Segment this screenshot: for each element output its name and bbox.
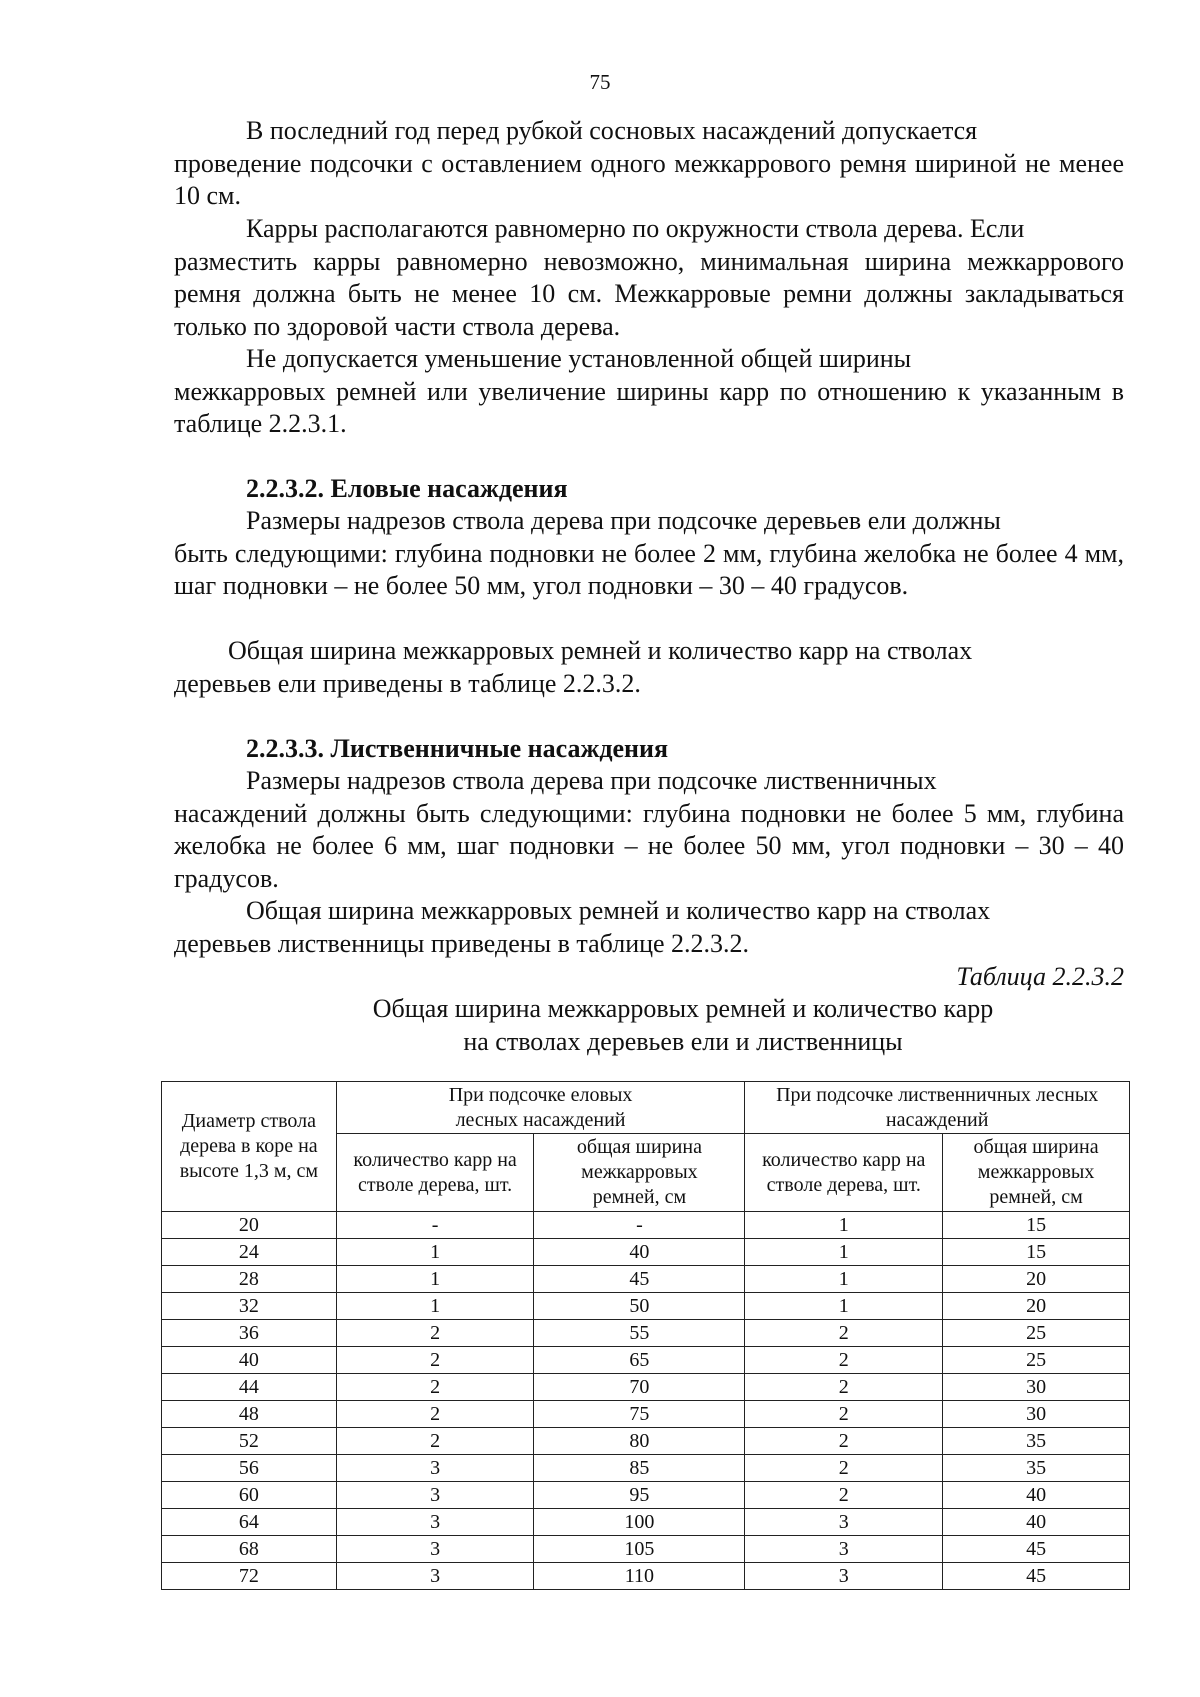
- section-heading-larch: 2.2.3.3. Лиственничные насаждения: [246, 734, 669, 763]
- spruce-paragraph-2-rest: деревьев ели приведены в таблице 2.2.3.2.: [174, 668, 641, 698]
- spruce-paragraph-2: [174, 635, 1124, 700]
- table-cell: 3: [336, 1536, 534, 1563]
- table-cell: 48: [162, 1401, 337, 1428]
- header-larch-width: общая ширина межкарровых ремней, см: [943, 1134, 1130, 1212]
- table-cell: 40: [943, 1509, 1130, 1536]
- table-cell: 2: [745, 1347, 943, 1374]
- table-cell: 2: [336, 1374, 534, 1401]
- larch-paragraph-1-rest: насаждений должны быть следующими: глубина подновки не более 5 мм, глубина желобка не более 6 мм, шаг подновки – не более 50 мм, угол подновки – 30 – 40 градусов.: [174, 798, 1124, 893]
- header-spruce-count: количество карр на стволе дерева, шт.: [336, 1134, 534, 1212]
- table-cell: 45: [943, 1536, 1130, 1563]
- table-cell: 2: [745, 1401, 943, 1428]
- table-cell: 25: [943, 1347, 1130, 1374]
- table-cell: 30: [943, 1401, 1130, 1428]
- table-cell: 3: [745, 1563, 943, 1590]
- table-cell: 75: [534, 1401, 745, 1428]
- table-row: [162, 1401, 1130, 1428]
- table-row: [162, 1509, 1130, 1536]
- table-cell: 2: [745, 1455, 943, 1482]
- table-cell: 80: [534, 1428, 745, 1455]
- table-cell: 95: [534, 1482, 745, 1509]
- table-cell: 1: [745, 1266, 943, 1293]
- table-body: [162, 1212, 1130, 1590]
- table-cell: 3: [336, 1482, 534, 1509]
- larch-paragraph-1: [174, 765, 1124, 895]
- table-cell: 1: [745, 1239, 943, 1266]
- spruce-paragraph-1: [174, 505, 1124, 603]
- table-cell: 35: [943, 1428, 1130, 1455]
- table-caption: Таблица 2.2.3.2: [956, 962, 1124, 991]
- table-cell: 3: [745, 1536, 943, 1563]
- table-row: [162, 1536, 1130, 1563]
- table-cell: 2: [745, 1374, 943, 1401]
- paragraph-1-rest: проведение подсочки с оставлением одного межкаррового ремня шириной не менее 10 см.: [174, 148, 1124, 210]
- table-title-line-1: Общая ширина межкарровых ремней и количество карр: [372, 994, 994, 1023]
- larch-paragraph-1-first-line: Размеры надрезов ствола дерева при подсочке лиственничных: [246, 766, 937, 795]
- table-cell: 35: [943, 1455, 1130, 1482]
- paragraph-2: [174, 213, 1124, 343]
- table-cell: 2: [336, 1347, 534, 1374]
- table-cell: 2: [336, 1428, 534, 1455]
- table-row: [162, 1293, 1130, 1320]
- table-cell: 1: [336, 1266, 534, 1293]
- section-heading-spruce: 2.2.3.2. Еловые насаждения: [246, 474, 568, 503]
- table-cell: 2: [745, 1428, 943, 1455]
- table-cell: 2: [745, 1320, 943, 1347]
- spruce-paragraph-1-rest: быть следующими: глубина подновки не более 2 мм, глубина желобка не более 4 мм, шаг подновки – не более 50 мм, угол подновки – 30 – 40 градусов.: [174, 538, 1124, 600]
- table-cell: 44: [162, 1374, 337, 1401]
- paragraph-2-first-line: Карры располагаются равномерно по окружности ствола дерева. Если: [246, 214, 1025, 243]
- table-row: [162, 1320, 1130, 1347]
- table-cell: 28: [162, 1266, 337, 1293]
- table-row: [162, 1266, 1130, 1293]
- larch-paragraph-2: [174, 895, 1124, 960]
- table-cell: 3: [336, 1509, 534, 1536]
- paragraph-3: [174, 343, 1124, 441]
- table-cell: 52: [162, 1428, 337, 1455]
- table-row: [162, 1482, 1130, 1509]
- paragraph-3-rest: межкарровых ремней или увеличение ширины карр по отношению к указанным в таблице 2.2.3.1.: [174, 376, 1124, 438]
- table-cell: 2: [336, 1401, 534, 1428]
- header-larch-group: При подсочке лиственничных лесных насаждений: [745, 1082, 1130, 1134]
- table-cell: 40: [534, 1239, 745, 1266]
- larch-paragraph-2-first-line: Общая ширина межкарровых ремней и количество карр на стволах: [246, 896, 991, 925]
- table-cell: 36: [162, 1320, 337, 1347]
- table-cell: 24: [162, 1239, 337, 1266]
- table-cell: -: [534, 1212, 745, 1239]
- table-cell: 100: [534, 1509, 745, 1536]
- table-cell: 15: [943, 1239, 1130, 1266]
- table-cell: 45: [943, 1563, 1130, 1590]
- table-cell: 2: [745, 1482, 943, 1509]
- table-cell: 85: [534, 1455, 745, 1482]
- header-diameter: Диаметр ствола дерева в коре на высоте 1,3 м, см: [162, 1082, 337, 1212]
- table-cell: 70: [534, 1374, 745, 1401]
- table-cell: 40: [943, 1482, 1130, 1509]
- table-cell: 3: [745, 1509, 943, 1536]
- table-cell: 2: [336, 1320, 534, 1347]
- table-cell: 3: [336, 1455, 534, 1482]
- table-cell: 1: [745, 1212, 943, 1239]
- table-cell: 20: [943, 1266, 1130, 1293]
- table-cell: 25: [943, 1320, 1130, 1347]
- table-cell: 105: [534, 1536, 745, 1563]
- table-cell: 20: [162, 1212, 337, 1239]
- table-row: [162, 1374, 1130, 1401]
- table-cell: 15: [943, 1212, 1130, 1239]
- table-cell: 30: [943, 1374, 1130, 1401]
- table-cell: 56: [162, 1455, 337, 1482]
- page-number: 75: [589, 70, 611, 94]
- data-table: [161, 1081, 1130, 1590]
- table-cell: 1: [336, 1239, 534, 1266]
- table-cell: 55: [534, 1320, 745, 1347]
- table-cell: 110: [534, 1563, 745, 1590]
- table-cell: 20: [943, 1293, 1130, 1320]
- table-row: [162, 1212, 1130, 1239]
- paragraph-2-rest: разместить карры равномерно невозможно, минимальная ширина межкаррового ремня должна быть не менее 10 см. Межкарровые ремни должны закладываться только по здоровой части ствола дерева.: [174, 246, 1124, 341]
- table-row: [162, 1239, 1130, 1266]
- table-cell: 64: [162, 1509, 337, 1536]
- paragraph-1: [174, 115, 1124, 213]
- table-cell: -: [336, 1212, 534, 1239]
- table-cell: 50: [534, 1293, 745, 1320]
- table-row: [162, 1563, 1130, 1590]
- table-title-line-2: на стволах деревьев ели и лиственницы: [463, 1027, 903, 1056]
- spruce-paragraph-2-first-line: Общая ширина межкарровых ремней и количество карр на стволах: [228, 636, 973, 665]
- table-cell: 1: [745, 1293, 943, 1320]
- table-row: [162, 1347, 1130, 1374]
- table-cell: 3: [336, 1563, 534, 1590]
- table-cell: 45: [534, 1266, 745, 1293]
- table-cell: 65: [534, 1347, 745, 1374]
- table-row: [162, 1428, 1130, 1455]
- table-cell: 68: [162, 1536, 337, 1563]
- spruce-paragraph-1-first-line: Размеры надрезов ствола дерева при подсочке деревьев ели должны: [246, 506, 1001, 535]
- header-spruce-group: При подсочке еловых лесных насаждений: [336, 1082, 745, 1134]
- paragraph-3-first-line: Не допускается уменьшение установленной общей ширины: [246, 344, 912, 373]
- table-cell: 60: [162, 1482, 337, 1509]
- table-cell: 40: [162, 1347, 337, 1374]
- table-row: [162, 1455, 1130, 1482]
- header-spruce-width: общая ширина межкарровых ремней, см: [534, 1134, 745, 1212]
- paragraph-1-first-line: В последний год перед рубкой сосновых насаждений допускается: [246, 116, 978, 145]
- table-cell: 1: [336, 1293, 534, 1320]
- larch-paragraph-2-rest: деревьев лиственницы приведены в таблице 2.2.3.2.: [174, 928, 750, 958]
- header-larch-count: количество карр на стволе дерева, шт.: [745, 1134, 943, 1212]
- table-cell: 32: [162, 1293, 337, 1320]
- table-cell: 72: [162, 1563, 337, 1590]
